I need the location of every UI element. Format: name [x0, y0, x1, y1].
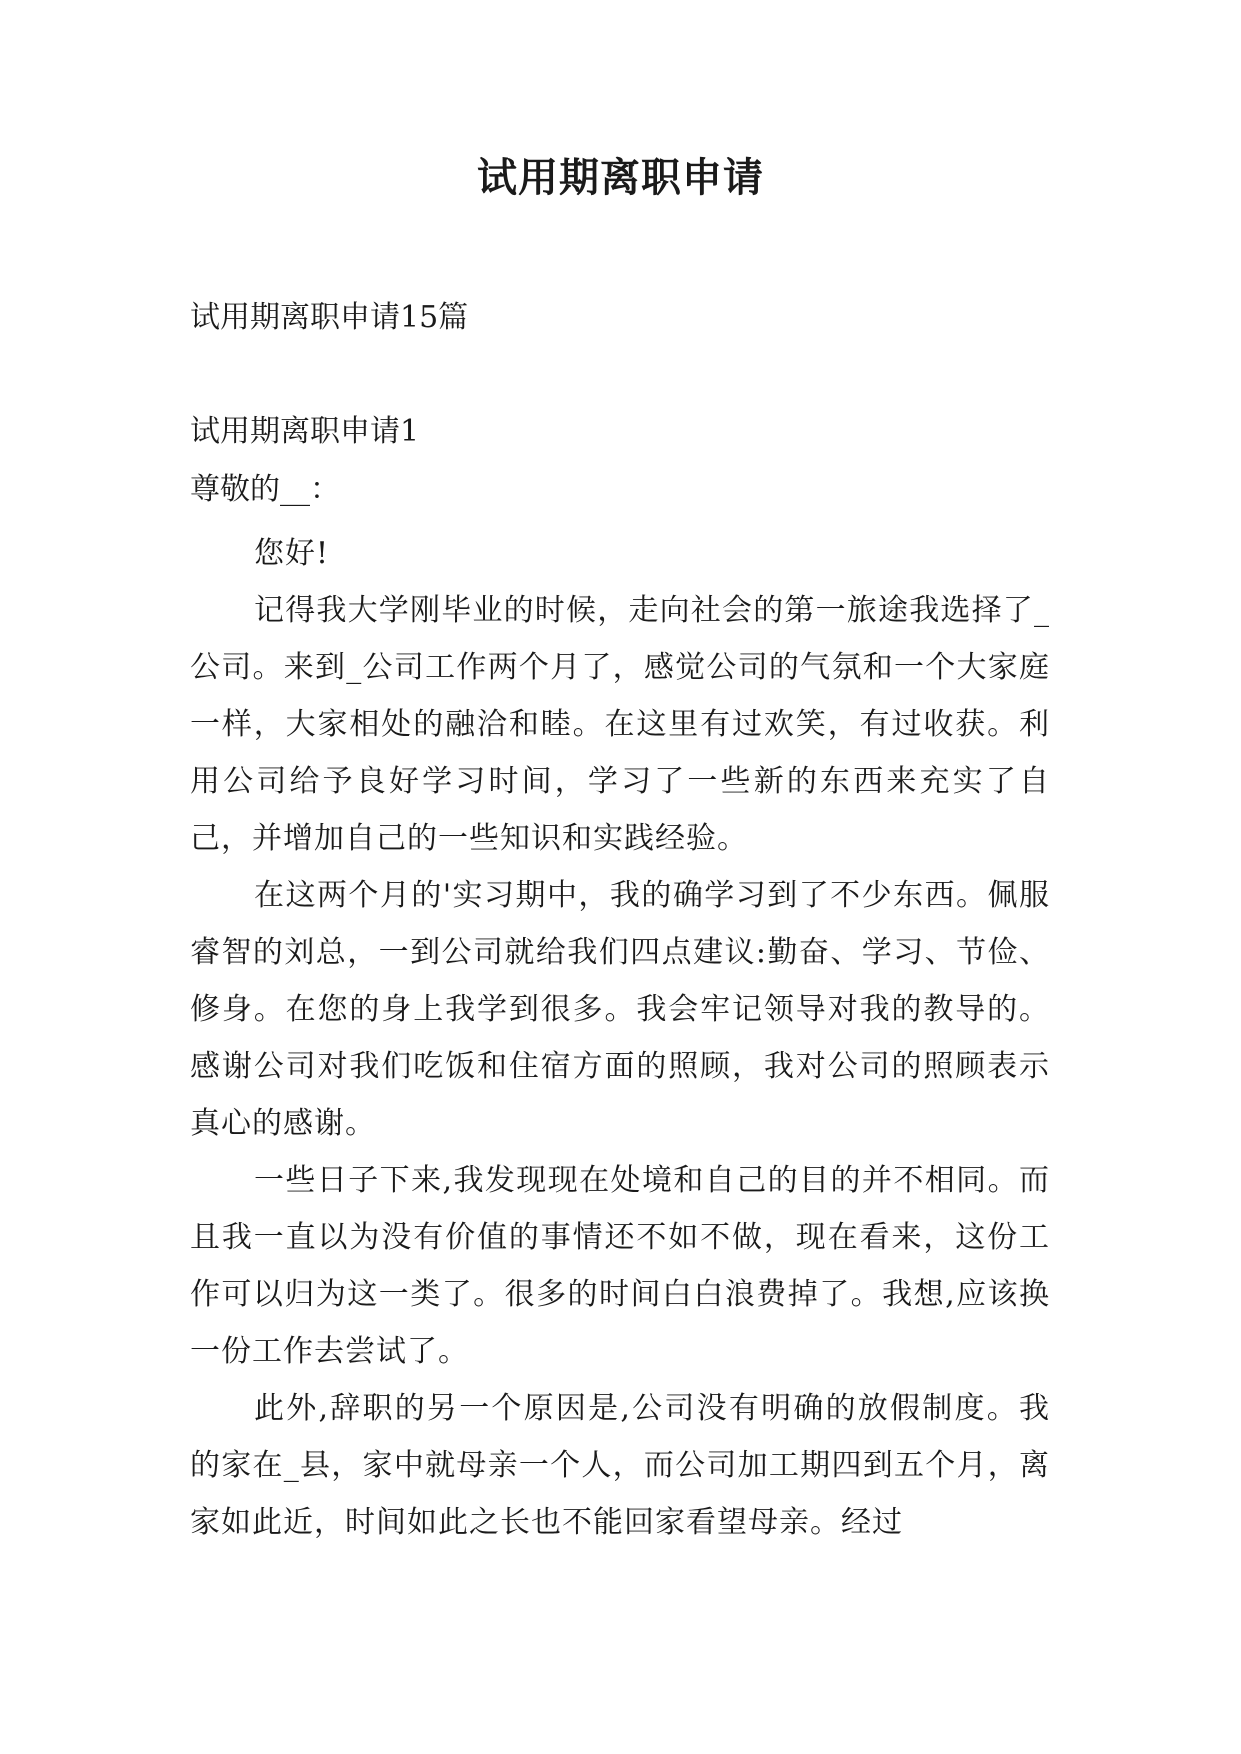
document-title: 试用期离职申请	[477, 155, 764, 201]
document-subtitle: 试用期离职申请15篇	[190, 300, 469, 335]
salutation: 尊敬的__：	[190, 472, 340, 507]
body-paragraph: 在这两个月的'实习期中，我的确学习到了不少东西。佩服睿智的刘总，一到公司就给我们四点建议:勤奋、学习、节俭、修身。在您的身上我学到很多。我会牢记领导对我的教导的。感谢公司对我们吃饭和住宿方面的照顾，我对公司的照顾表示真心的感谢。	[190, 878, 1050, 1141]
body-paragraph: 记得我大学刚毕业的时候，走向社会的第一旅途我选择了_公司。来到_公司工作两个月了，感觉公司的气氛和一个大家庭一样，大家相处的融洽和睦。在这里有过欢笑，有过收获。利用公司给予良好学习时间，学习了一些新的东西来充实了自己，并增加自己的一些知识和实践经验。	[190, 593, 1050, 856]
body-paragraph: 此外,辞职的另一个原因是,公司没有明确的放假制度。我的家在_县，家中就母亲一个人，而公司加工期四到五个月，离家如此近，时间如此之长也不能回家看望母亲。经过	[190, 1391, 1050, 1540]
body-paragraph: 一些日子下来,我发现现在处境和自己的目的并不相同。而且我一直以为没有价值的事情还不如不做，现在看来，这份工作可以归为这一类了。很多的时间白白浪费掉了。我想,应该换一份工作去尝试了。	[190, 1163, 1050, 1369]
greeting-paragraph: 您好!	[254, 536, 330, 571]
section-heading: 试用期离职申请1	[190, 414, 420, 449]
letter-body	[190, 525, 1050, 1551]
